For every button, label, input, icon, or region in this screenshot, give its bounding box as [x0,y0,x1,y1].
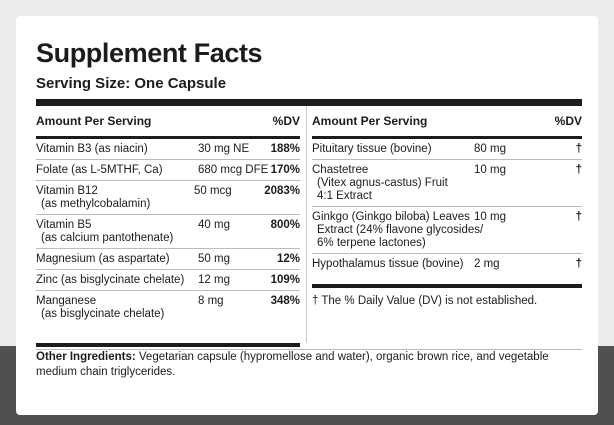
nutrient-amount: 8 mg [198,295,224,307]
nutrient-dv: 348% [270,295,300,307]
nutrient-dv: 188% [270,143,300,155]
header-amount-per-serving: Amount Per Serving [36,114,152,128]
right-bottom-rule [312,284,582,288]
other-ingredients-label: Other Ingredients: [36,351,136,363]
left-bottom-rule [36,343,300,347]
table-row [36,291,300,324]
table-row [36,270,300,291]
table-row [312,254,582,274]
nutrient-name: Vitamin B5 [36,219,92,231]
ingredient-name-block [312,211,484,250]
ingredient-name-block [312,164,474,203]
nutrient-name: Zinc (as bisglycinate chelate) [36,274,185,286]
nutrient-dv: 12% [276,253,300,265]
supplement-facts-panel [16,16,598,415]
ingredient-detail: Extract (24% flavone glycosides/ [317,224,484,236]
other-ingredients [36,350,582,380]
nutrient-amount: 12 mg [198,274,230,286]
nutrient-name-block [36,219,198,245]
ingredient-detail: (Vitex agnus-castus) Fruit [317,177,448,189]
table-row [36,139,300,160]
header-dv: %DV [554,114,582,128]
nutrient-dv: 109% [270,274,300,286]
nutrient-amount: 50 mcg [193,185,232,197]
ingredient-amount: 10 mg [474,164,506,176]
serving-size: Serving Size: One Capsule [36,75,227,92]
nutrient-dv: 170% [270,164,300,176]
header-dv: %DV [272,114,300,128]
nutrient-name-block [36,295,198,321]
panel-title: Supplement Facts [36,38,263,68]
nutrient-name: Vitamin B12 [36,185,98,197]
top-rule [36,99,582,106]
nutrient-name: Folate (as L-5MTHF, Ca) [36,164,163,176]
nutrient-name: Manganese [36,295,97,307]
column-divider [306,106,307,343]
table-row [36,160,300,181]
dv-footnote: † The % Daily Value (DV) is not established. [312,295,538,307]
nutrient-name: Vitamin B3 (as niacin) [36,143,148,155]
ingredient-detail: 4:1 Extract [317,190,372,202]
ingredient-dv: † [575,143,582,155]
ingredient-amount: 2 mg [474,258,500,270]
ingredient-dv: † [575,211,582,223]
nutrient-amount: 680 mcg DFE [198,164,269,176]
table-row [36,181,300,215]
ingredient-amount: 80 mg [474,143,506,155]
nutrient-dv: 2083% [264,185,300,197]
nutrient-form: (as bisglycinate chelate) [41,308,165,320]
nutrient-name-block [36,185,194,211]
nutrient-form: (as methylcobalamin) [41,198,151,210]
nutrient-name: Magnesium (as aspartate) [36,253,170,265]
right-table-header [312,106,582,139]
table-row [36,249,300,270]
table-row [312,207,582,254]
nutrient-form: (as calcium pantothenate) [41,232,174,244]
ingredient-name: Chastetree [312,164,369,176]
table-row [312,160,582,207]
header-amount-per-serving: Amount Per Serving [312,114,428,128]
left-nutrient-table [36,106,300,324]
nutrient-amount: 30 mg NE [198,143,250,155]
ingredient-dv: † [575,258,582,270]
left-table-header [36,106,300,139]
right-nutrient-table [312,106,582,274]
ingredient-detail: 6% terpene lactones) [317,237,426,249]
ingredient-name: Ginkgo (Ginkgo biloba) Leaves [312,211,470,223]
ingredient-dv: † [575,164,582,176]
nutrient-amount: 40 mg [198,219,230,231]
nutrient-amount: 50 mg [198,253,230,265]
table-row [36,215,300,249]
ingredient-name: Pituitary tissue (bovine) [312,143,432,155]
nutrient-dv: 800% [270,219,300,231]
other-ingredients-text: Vegetarian capsule (hypromellose and water), organic brown rice, and vegetable medium chain triglycerides. [36,351,549,378]
table-row [312,139,582,160]
ingredient-amount: 10 mg [474,211,506,223]
ingredient-name: Hypothalamus tissue (bovine) [312,258,464,270]
